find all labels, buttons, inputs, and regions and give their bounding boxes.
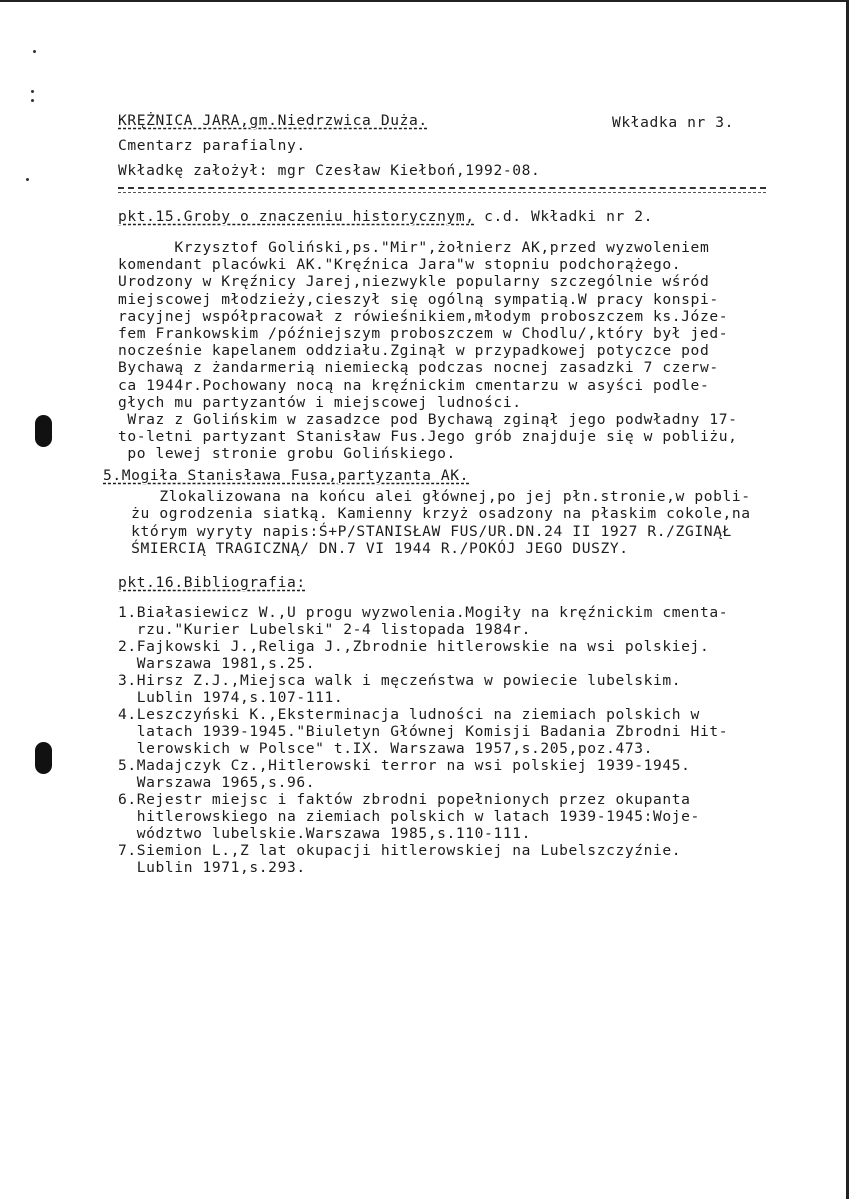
text-line: nocześnie kapelanem oddziału.Zginął w przypadkowej potyczce pod xyxy=(118,342,710,360)
punch-hole-top xyxy=(35,415,52,447)
text-line: to-letni partyzant Stanisław Fus.Jego grób znajduje się w pobliżu, xyxy=(118,428,738,446)
bibliography-line: Lublin 1971,s.293. xyxy=(118,859,306,876)
text-line: miejscowej młodzieży,cieszył się ogólną sympatią.W pracy konspi- xyxy=(118,290,719,308)
bibliography-line: rzu."Kurier Lubelski" 2-4 listopada 1984r. xyxy=(118,621,531,638)
text-line: ŚMIERCIĄ TRAGICZNĄ/ DN.7 VI 1944 R./POKÓJ JEGO DUSZY. xyxy=(103,540,629,558)
section15-suffix: c.d. Wkładki nr 2. xyxy=(474,208,654,225)
scan-speck xyxy=(26,178,29,181)
text-line: Wraz z Golińskim w zasadzce pod Bychawą zginął jego podwładny 17- xyxy=(118,411,738,428)
text-line: komendant placówki AK."Kręźnica Jara"w stopniu podchorążego. xyxy=(118,256,682,274)
scan-speck xyxy=(33,50,36,53)
text-line: racyjnej współpracował z rówieśnikiem,młodym proboszczem ks.Józe- xyxy=(118,307,729,325)
bibliography-line: hitlerowskiego na ziemiach polskich w latach 1939-1945:Woje- xyxy=(118,808,700,825)
text-line: żu ogrodzenia siatką. Kamienny krzyż osadzony na płaskim cokole,na xyxy=(103,505,751,523)
text-line: Krzysztof Goliński,ps."Mir",żołnierz AK,przed wyzwoleniem xyxy=(118,239,710,256)
text-line: Bychawą z żandarmerią niemiecką podczas nocnej zasadzki 7 czerw- xyxy=(118,359,719,377)
insert-number: Wkładka nr 3. xyxy=(612,114,735,131)
bibliography-line: 2.Fajkowski J.,Religa J.,Zbrodnie hitlerowskie na wsi polskiej. xyxy=(118,638,710,655)
bibliography-line: Lublin 1974,s.107-111. xyxy=(118,689,344,706)
punch-hole-bottom xyxy=(35,742,52,774)
bibliography-line: wództwo lubelskie.Warszawa 1985,s.110-111. xyxy=(118,825,531,842)
bibliography-line: 3.Hirsz Z.J.,Miejsca walk i męczeństwa w powiecie lubelskim. xyxy=(118,672,682,689)
bibliography-line: 6.Rejestr miejsc i faktów zbrodni popełnionych przez okupanta xyxy=(118,791,691,808)
scan-speck xyxy=(31,90,34,93)
founder-line: Wkładkę założył: mgr Czesław Kiełboń,1992-08. xyxy=(118,162,541,179)
scan-speck xyxy=(31,99,34,102)
bibliography-line: Warszawa 1981,s.25. xyxy=(118,655,316,672)
text-line: głych mu partyzantów i miejscowej ludności. xyxy=(118,393,522,411)
bibliography-line: latach 1939-1945."Biuletyn Głównej Komisji Badania Zbrodni Hit- xyxy=(118,723,729,740)
section15-heading xyxy=(118,208,653,226)
text-line: po lewej stronie grobu Golińskiego. xyxy=(118,445,456,463)
place-heading: KRĘŻNICA JARA,gm.Niedrzwica Duża. xyxy=(118,112,428,129)
text-line: którym wyryty napis:Ś+P/STANISŁAW FUS/UR.DN.24 II 1927 R./ZGINĄŁ xyxy=(103,522,732,540)
bibliography-line: 1.Białasiewicz W.,U progu wyzwolenia.Mogiły na kręźnickim cmenta- xyxy=(118,604,729,621)
bibliography-line: 4.Leszczyński K.,Eksterminacja ludności na ziemiach polskich w xyxy=(118,706,700,723)
text-line: fem Frankowskim /późniejszym proboszczem w Chodlu/,który był jed- xyxy=(118,325,729,342)
separator-rule xyxy=(118,192,766,193)
text-line: ca 1944r.Pochowany nocą na kręźnickim cmentarzu w asyści podle- xyxy=(118,376,710,394)
bibliography-line: 5.Madajczyk Cz.,Hitlerowski terror na wsi polskiej 1939-1945. xyxy=(118,757,691,774)
subject-line: Cmentarz parafialny. xyxy=(118,137,306,154)
bibliography-line: 7.Siemion L.,Z lat okupacji hitlerowskiej na Lubelszczyźnie. xyxy=(118,842,682,859)
bibliography-line: Warszawa 1965,s.96. xyxy=(118,774,316,791)
separator-rule xyxy=(118,187,766,189)
item5-heading: 5.Mogiła Stanisława Fusa,partyzanta AK. xyxy=(103,467,470,484)
text-line: Urodzony w Kręźnicy Jarej,niezwykle popularny szczególnie wśród xyxy=(118,273,710,291)
bibliography-line: lerowskich w Polsce" t.IX. Warszawa 1957,s.205,poz.473. xyxy=(118,740,654,757)
text-line: Zlokalizowana na końcu alei głównej,po jej płn.stronie,w pobli- xyxy=(103,488,751,505)
section15-title: pkt.15.Groby o znaczeniu historycznym, xyxy=(118,208,475,225)
section16-heading: pkt.16.Bibliografia: xyxy=(118,574,306,591)
